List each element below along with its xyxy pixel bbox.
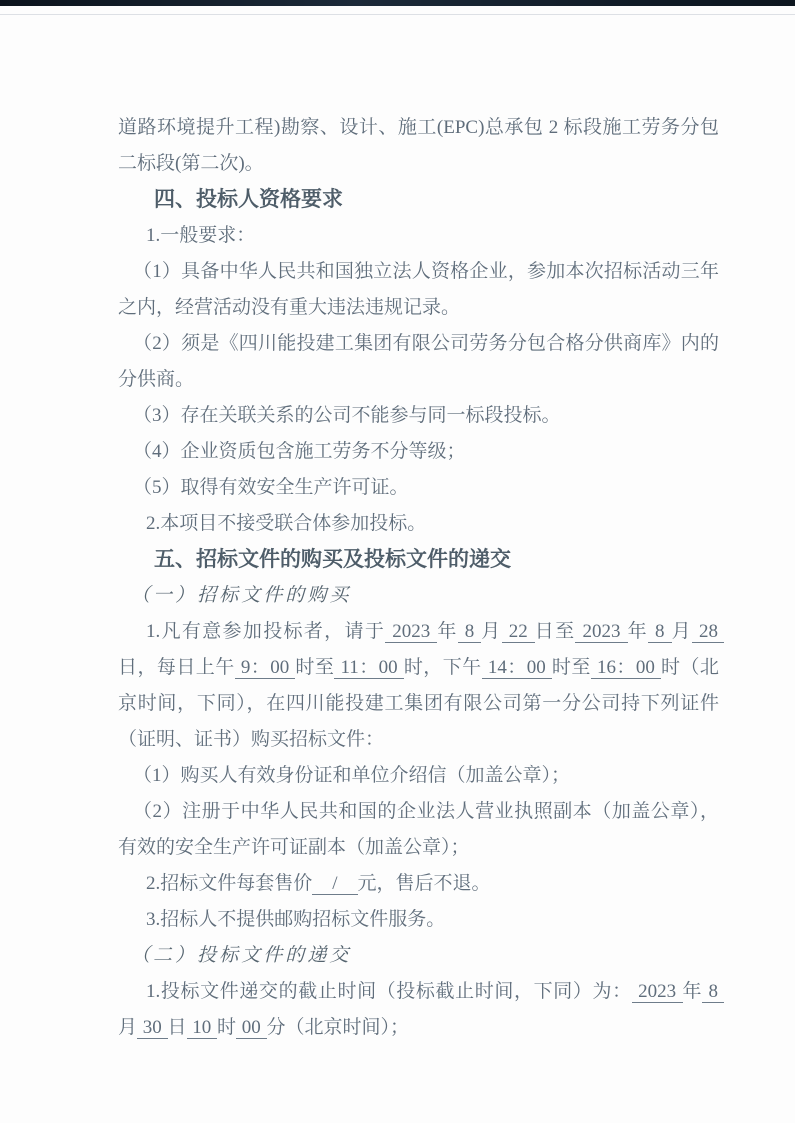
underlined-value: 2023 <box>386 621 437 642</box>
text-run: 月 <box>481 621 502 642</box>
text-run: 1.一般要求： <box>146 225 256 246</box>
underlined-value: 8 <box>458 621 481 642</box>
underlined-value: 22 <box>502 621 534 642</box>
text-run: 日 <box>167 1017 187 1038</box>
text-run: 日至 <box>534 621 576 642</box>
text-run: （2）须是《四川能投建工集团有限公司劳务分包合格分供商库》内的分供商。 <box>118 333 719 390</box>
text-run: 年 <box>437 621 458 642</box>
paragraph-general-requirements <box>118 218 719 254</box>
subsection-heading-bid-submission <box>118 938 719 974</box>
text-run: 月 <box>671 621 692 642</box>
text-run: 四、投标人资格要求 <box>154 188 343 211</box>
paragraph-requirement-4 <box>118 434 719 470</box>
section-heading-purchase-and-submission <box>118 542 719 578</box>
text-run: 1.投标文件递交的截止时间（投标截止时间，下同）为： <box>146 981 632 1002</box>
paragraph-submission-deadline <box>118 974 723 1046</box>
text-run: 时至 <box>551 657 591 678</box>
paragraph-requirement-5 <box>118 470 719 506</box>
text-run: （一）招标文件的购买 <box>131 585 352 606</box>
text-run: （5）取得有效安全生产许可证。 <box>133 477 409 498</box>
paragraph-document-price <box>118 866 719 902</box>
underlined-value: 00 <box>237 1017 266 1038</box>
underlined-value: 10 <box>187 1017 217 1038</box>
text-run: 月 <box>118 1017 138 1038</box>
section-heading-bidder-qualification <box>118 182 719 218</box>
underlined-value: 9：00 <box>235 657 295 678</box>
scan-artifact-line <box>0 14 795 15</box>
text-run: 1.凡有意参加投标者，请于 <box>146 621 386 642</box>
paragraph-requirement-3 <box>118 398 719 434</box>
paragraph-requirement-2 <box>118 326 719 398</box>
underlined-value: 14：00 <box>482 657 551 678</box>
text-run: 3.招标人不提供邮购招标文件服务。 <box>146 909 446 930</box>
text-run: 时 <box>217 1017 237 1038</box>
text-run: 年 <box>682 981 703 1002</box>
text-run: （3）存在关联关系的公司不能参与同一标段投标。 <box>133 405 561 426</box>
paragraph-purchase-credential-2 <box>118 794 719 866</box>
underlined-value: 11：00 <box>335 657 403 678</box>
paragraph-project-title-continuation <box>118 110 719 182</box>
underlined-value: 16：00 <box>591 657 661 678</box>
text-run: （1）购买人有效身份证和单位介绍信（加盖公章）； <box>133 765 571 786</box>
paragraph-purchase-credential-1 <box>118 758 719 794</box>
underlined-value: 2023 <box>576 621 627 642</box>
text-run: （4）企业资质包含施工劳务不分等级； <box>133 441 466 462</box>
text-run: （1）具备中华人民共和国独立法人资格企业，参加本次招标活动三年之内，经营活动没有重大违法违规记录。 <box>118 261 719 318</box>
text-run: 时，下午 <box>403 657 482 678</box>
text-run: 时至 <box>295 657 335 678</box>
scan-artifact-top-band <box>0 0 795 6</box>
underlined-value: 30 <box>138 1017 167 1038</box>
text-run: 年 <box>627 621 648 642</box>
text-run: 日，每日上午 <box>118 657 235 678</box>
paragraph-requirement-1 <box>118 254 719 326</box>
text-run: 2.招标文件每套售价 <box>146 873 313 894</box>
paragraph-purchase-schedule <box>118 614 723 758</box>
underlined-value: 8 <box>648 621 671 642</box>
paragraph-no-consortium <box>118 506 719 542</box>
text-run: 时（北京时间，下同），在四川能投建工集团有限公司第一分公司持下列证件（证明、证书）购买招标文件： <box>118 657 719 750</box>
text-run: 2.本项目不接受联合体参加投标。 <box>146 513 427 534</box>
paragraph-no-mail-order <box>118 902 719 938</box>
text-run: 道路环境提升工程)勘察、设计、施工(EPC)总承包 2 标段施工劳务分包二标段(第二次)。 <box>118 117 719 174</box>
underlined-value: 8 <box>703 981 723 1002</box>
text-run: 五、招标文件的购买及投标文件的递交 <box>154 548 511 571</box>
document-body <box>118 110 723 1046</box>
underlined-value: 2023 <box>632 981 682 1002</box>
text-run: 分（北京时间）； <box>266 1017 410 1038</box>
underlined-value: / <box>313 873 357 894</box>
text-run: （2）注册于中华人民共和国的企业法人营业执照副本（加盖公章），有效的安全生产许可证副本（加盖公章）； <box>118 801 719 858</box>
subsection-heading-document-purchase <box>118 578 719 614</box>
text-run: 元，售后不退。 <box>357 873 491 894</box>
underlined-value: 28 <box>692 621 723 642</box>
text-run: （二）投标文件的递交 <box>131 945 352 966</box>
